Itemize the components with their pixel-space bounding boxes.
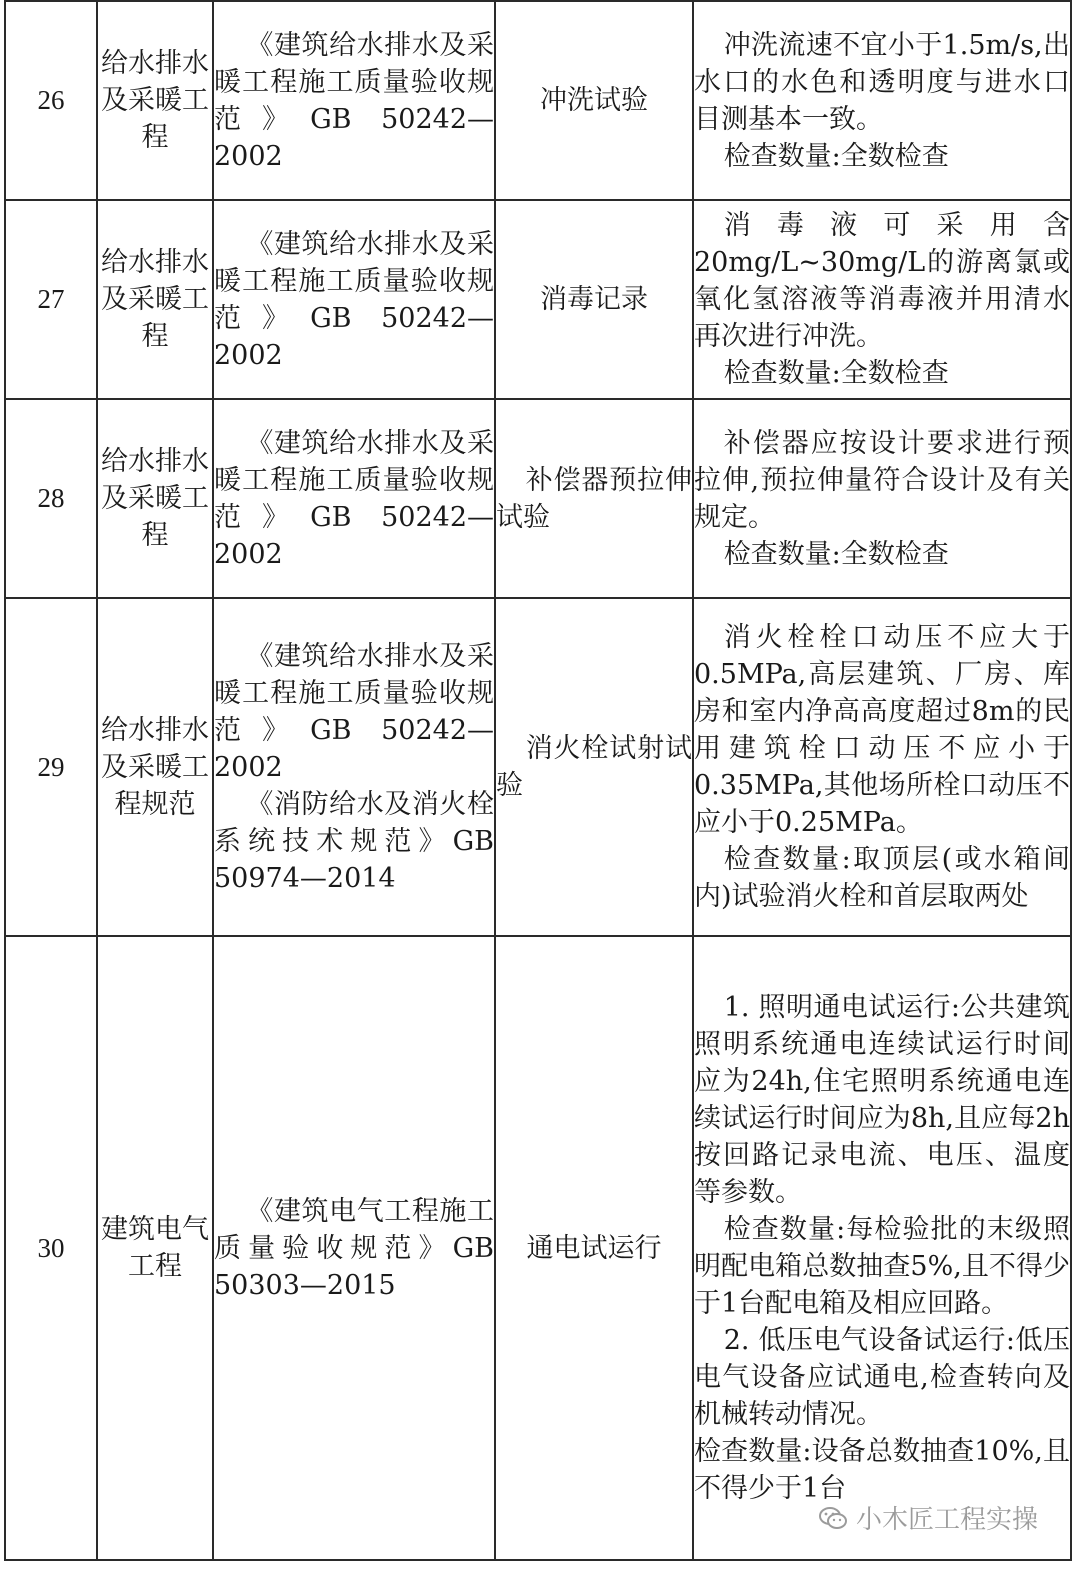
watermark bbox=[818, 1499, 1038, 1536]
standard-text: 《建筑给水排水及采暖工程施工质量验收规范》GB 50242—2002 bbox=[214, 640, 494, 783]
category-cell: 给水排水及采暖工程 bbox=[97, 399, 213, 598]
description-text: 消毒液可采用含20mg/L~30mg/L的游离氯或氧化氢溶液等消毒液并用清水再次进行冲洗。 bbox=[694, 210, 1070, 352]
standard-text-secondary: 《消防给水及消火栓系统技术规范》GB 50974—2014 bbox=[214, 788, 494, 894]
table-row bbox=[5, 200, 1071, 399]
test-item-cell: 冲洗试验 bbox=[495, 1, 693, 200]
standard-cell bbox=[213, 200, 495, 399]
table-row bbox=[5, 598, 1071, 936]
description-text: 消火栓栓口动压不应大于0.5MPa,高层建筑、厂房、库房和室内净高高度超过8m的民用建筑栓口动压不应小于0.35MPa,其他场所栓口动压不应小于0.25MPa。 bbox=[694, 622, 1070, 838]
table-row bbox=[5, 1, 1071, 200]
inspection-quantity: 检查数量:全数检查 bbox=[723, 538, 949, 570]
description-cell bbox=[693, 936, 1071, 1560]
description-cell bbox=[693, 1, 1071, 200]
description-cell bbox=[693, 399, 1071, 598]
test-item-cell: 通电试运行 bbox=[495, 936, 693, 1560]
description-text: 1. 照明通电试运行:公共建筑照明系统通电连续试运行时间应为24h,住宅照明系统通电连续试运行时间应为8h,且应每2h按回路记录电流、电压、温度等参数。 bbox=[694, 992, 1070, 1208]
row-number: 27 bbox=[5, 200, 97, 399]
standard-cell bbox=[213, 1, 495, 200]
category-cell: 给水排水及采暖工程规范 bbox=[97, 598, 213, 936]
category-cell: 给水排水及采暖工程 bbox=[97, 1, 213, 200]
row-number: 26 bbox=[5, 1, 97, 200]
test-item-cell: 消毒记录 bbox=[495, 200, 693, 399]
description-cell bbox=[693, 598, 1071, 936]
standard-cell bbox=[213, 936, 495, 1560]
standard-cell bbox=[213, 399, 495, 598]
standard-text: 《建筑电气工程施工质量验收规范》GB 50303—2015 bbox=[214, 1195, 494, 1301]
category-cell: 给水排水及采暖工程 bbox=[97, 200, 213, 399]
standard-text: 《建筑给水排水及采暖工程施工质量验收规范》GB 50242—2002 bbox=[214, 228, 494, 371]
spec-table bbox=[4, 0, 1072, 1561]
description-text: 冲洗流速不宜小于1.5m/s,出水口的水色和透明度与进水口目测基本一致。 bbox=[694, 29, 1070, 135]
category-cell: 建筑电气工程 bbox=[97, 936, 213, 1560]
test-item-cell: 消火栓试射试验 bbox=[495, 598, 693, 936]
standard-text: 《建筑给水排水及采暖工程施工质量验收规范》GB 50242—2002 bbox=[214, 29, 494, 172]
description-text: 补偿器应按设计要求进行预拉伸,预拉伸量符合设计及有关规定。 bbox=[694, 427, 1070, 533]
test-item-cell: 补偿器预拉伸试验 bbox=[495, 399, 693, 598]
inspection-quantity: 检查数量:取顶层(或水箱间内)试验消火栓和首层取两处 bbox=[694, 844, 1070, 912]
row-number: 28 bbox=[5, 399, 97, 598]
inspection-quantity: 检查数量:设备总数抽查10%,且不得少于1台 bbox=[694, 1436, 1070, 1504]
inspection-quantity: 检查数量:每检验批的末级照明配电箱总数抽查5%,且不得少于1台配电箱及相应回路。 bbox=[694, 1214, 1070, 1319]
row-number: 29 bbox=[5, 598, 97, 936]
wechat-icon bbox=[818, 1505, 848, 1531]
watermark-text: 小木匠工程实操 bbox=[855, 1505, 1038, 1535]
description-cell bbox=[693, 200, 1071, 399]
inspection-quantity: 检查数量:全数检查 bbox=[723, 358, 949, 389]
standard-text: 《建筑给水排水及采暖工程施工质量验收规范》GB 50242—2002 bbox=[214, 427, 494, 570]
row-number: 30 bbox=[5, 936, 97, 1560]
standard-cell bbox=[213, 598, 495, 936]
table-row bbox=[5, 936, 1071, 1560]
description-text: 2. 低压电气设备试运行:低压电气设备应试通电,检查转向及机械转动情况。 bbox=[694, 1325, 1070, 1430]
table-row bbox=[5, 399, 1071, 598]
inspection-quantity: 检查数量:全数检查 bbox=[723, 140, 949, 172]
